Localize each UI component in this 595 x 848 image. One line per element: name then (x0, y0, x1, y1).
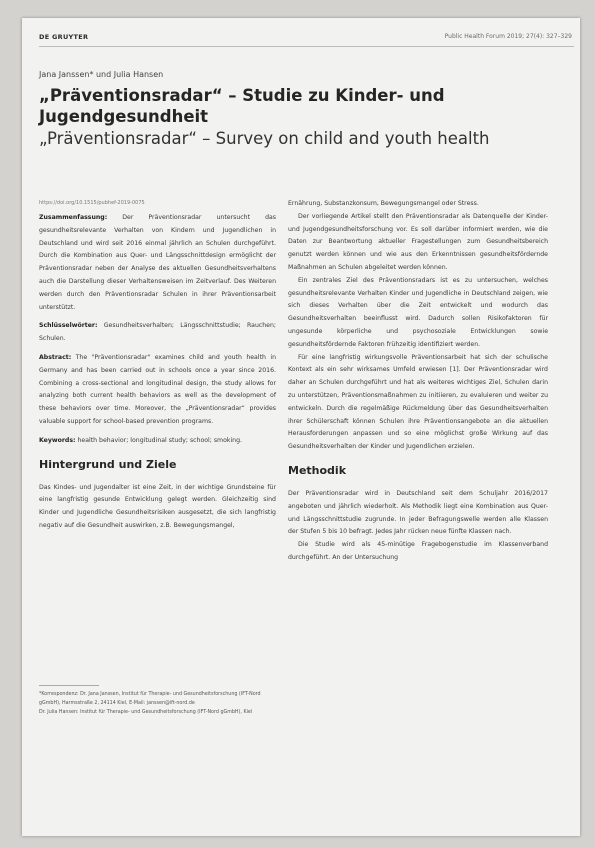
title-english: „Präventionsradar“ – Survey on child and youth health (39, 129, 490, 148)
paper-page (22, 18, 580, 836)
body-paragraph: Ernährung, Substanzkonsum, Bewegungsmangel oder Stress. (288, 200, 479, 207)
abstract-german-text: Der Präventionsradar untersucht das gesundheitsrelevante Verhalten von Kindern und Jugendlichen in Deutschland und wird seit 2016 einmal jährlich an Schulen durchgeführt. Durch die Kombination aus Quer- und Längsschnittdesign ermöglicht der Präventionsradar neben der Analyse des aktuellen Gesundheitsverhaltens auch die Darstellung dieser Verhaltensweisen im Zeitverlauf. Des Weiteren werden durch den Präventionsradar Schulen in ihrer Präventionsarbeit unterstützt. (39, 214, 277, 311)
abstract-german (39, 212, 276, 314)
right-column (288, 198, 548, 565)
title-german: „Präventionsradar“ – Studie zu Kinder- und Jugendgesundheit (39, 86, 445, 126)
keywords-english-text: health behavior; longitudinal study; school; smoking. (77, 436, 242, 444)
abstract-english-text: The "Präventionsradar" examines child and youth health in Germany and has been carried out in schools once a year since 2016. Combining a cross-sectional and longitudinal design, the study allows for analyzing both current health behaviors as well as the development of these behaviors over time. Moreover, the „Präventionsradar“ provides valuable support for school-based prevention programs. (39, 353, 276, 425)
left-column (39, 198, 276, 533)
keywords-german-text: Gesundheitsverhalten; Längsschnittstudie; Rauchen; Schulen. (39, 322, 276, 343)
header-rule (39, 46, 574, 47)
body-paragraph: Ein zentrales Ziel des Präventionsradars ist es zu untersuchen, welches gesundheitsrelevante Verhalten Kinder und Jugendliche in Deutschland zeigen, wie sich dieses Verhalten über die Zeit entwickelt und wodurch das Gesundheitsverhalten beeinflusst wird. Dadurch sollen Risikofaktoren für ungesunde körperliche und psychosoziale Entwicklungen sowie gesundheitsfördernde Faktoren frühzeitig identifiziert werden. (288, 276, 548, 348)
abstract-german-label: Zusammenfassung: (39, 214, 108, 221)
keywords-german-label: Schlüsselwörter: (39, 322, 98, 330)
abstract-english (39, 352, 276, 429)
body-paragraph: Für eine langfristig wirkungsvolle Präventionsarbeit hat sich der schulische Kontext als ein sehr wirksames Umfeld erwiesen [1]. Der Präventionsradar wird daher an Schulen durchgeführt und hat als weiteres wichtiges Ziel, Schulen darin zu unterstützen, Präventionsmaßnahmen zu initiieren, zu evaluieren und weiter zu entwickeln. Durch die regelmäßige Rückmeldung über das Gesundheitsverhalten ihrer Schülerschaft können Schulen ihre Präventionsangebote an die aktuellen Herausforderungen anpassen und so eine möglichst große Wirkung auf das Gesundheitsverhalten der Kinder und Jugendlichen erzielen. (288, 353, 548, 451)
keywords-german (39, 320, 276, 346)
section-heading-methods: Methodik (288, 463, 347, 477)
footnote-correspondence: *Korrespondenz: Dr. Jana Janssen, Institut für Therapie- und Gesundheitsforschung (IFT-Nord gGmbH), Harmsstraße 2, 24114 Kiel, E-Mail: janssen@ift-nord.de (39, 692, 261, 707)
body-paragraph: Der Präventionsradar wird in Deutschland seit dem Schuljahr 2016/2017 angeboten und jährlich wiederholt. Als Methodik liegt eine Kombination aus Quer- und Längsschnittstudie zugrunde. In jeder Befragungswelle werden alle Klassen der Stufen 5 bis 10 befragt. Jedes Jahr rücken neue fünfte Klassen nach. (288, 489, 548, 536)
body-paragraph: Der vorliegende Artikel stellt den Präventionsradar als Datenquelle der Kinder- und Jugendgesundheitsforschung vor. Es soll darüber informiert werden, wie die Daten zur Beantwortung aktueller Fragestellungen zum Gesundheitsbereich genutzt werden können und wie aus den Erkenntnissen gesundheitsfördernde Maßnahmen an Schulen abgeleitet werden können. (288, 212, 548, 271)
section-heading-background: Hintergrund und Ziele (39, 457, 177, 471)
keywords-english (39, 435, 276, 448)
journal-reference: Public Health Forum 2019; 27(4): 327–329 (444, 33, 572, 40)
body-paragraph: Die Studie wird als 45-minütige Fragebogenstudie im Klassenverband durchgeführt. An der Untersuchung (288, 541, 548, 561)
footnote-rule (39, 685, 99, 686)
publisher-name: DE GRUYTER (39, 33, 89, 41)
doi-link[interactable]: https://doi.org/10.1515/pubhef-2019-0075 (39, 200, 145, 206)
keywords-english-label: Keywords: (39, 436, 76, 444)
footnote-affiliation: Dr. Julia Hansen: Institut für Therapie- und Gesundheitsforschung (IFT-Nord gGmbH), Kiel (39, 710, 253, 716)
author-line: Jana Janssen* und Julia Hansen (39, 70, 164, 79)
abstract-english-label: Abstract: (39, 353, 72, 361)
body-paragraph: Das Kindes- und Jugendalter ist eine Zeit, in der wichtige Grundsteine für eine langfristig gesunde Entwicklung gelegt werden. Gleichzeitig sind Kinder und Jugendliche Gesundheitsrisiken ausgesetzt, die sich langfristig negativ auf die Gesundheit auswirken, z.B. Bewegungsmangel, (39, 483, 276, 529)
footnotes (39, 690, 276, 718)
